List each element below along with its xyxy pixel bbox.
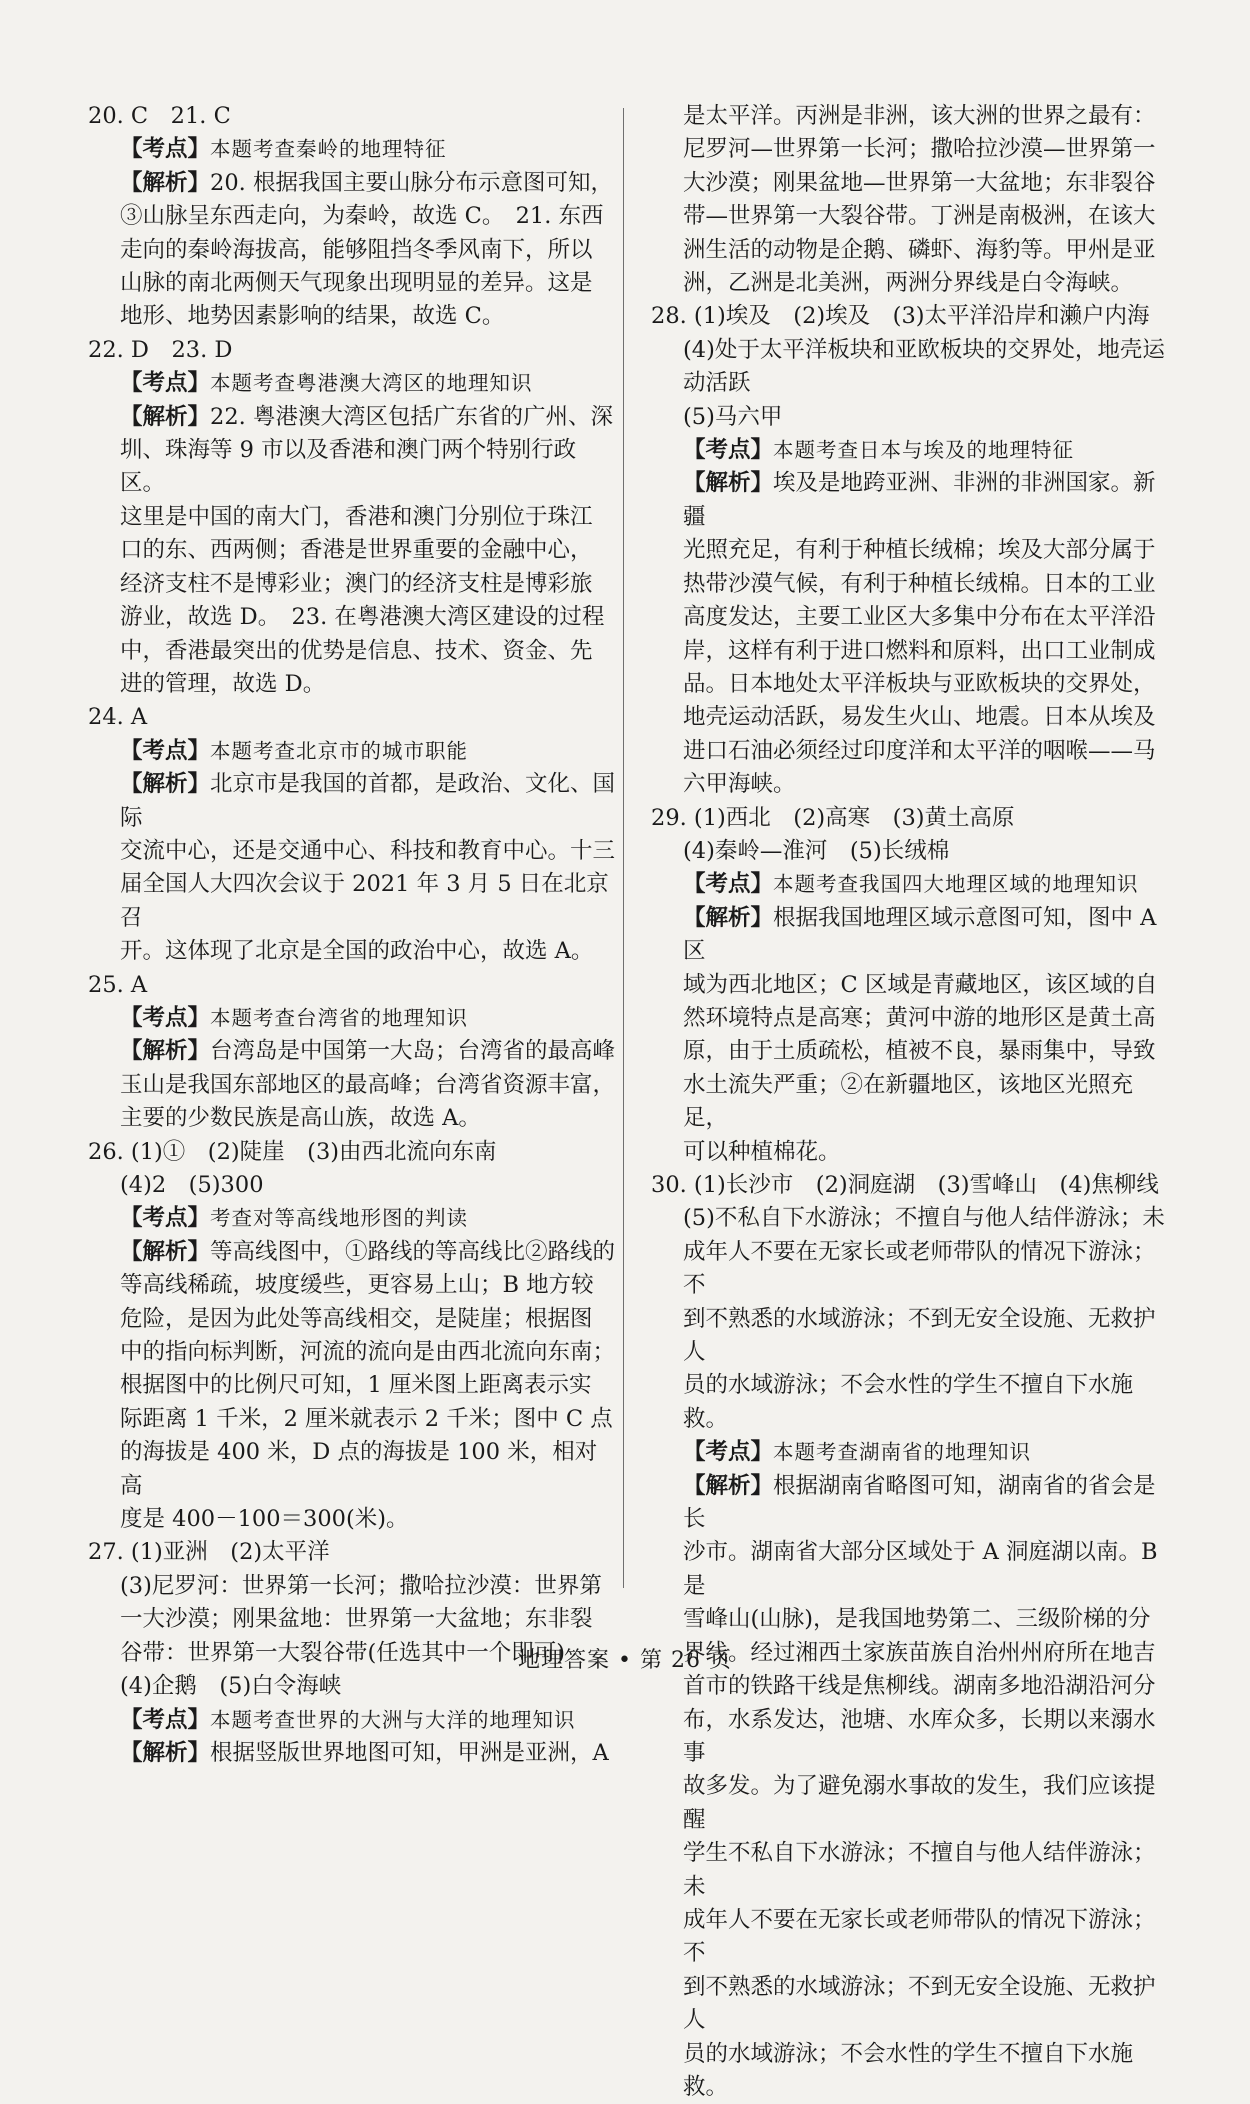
analysis-line	[120, 1503, 616, 1536]
analysis-text: 员的水域游泳；不会水性的学生不擅自下水施救。	[683, 2040, 1134, 2100]
topic-line	[88, 1002, 616, 1035]
analysis-text: 域为西北地区；C 区域是青藏地区，该区域的自	[683, 971, 1158, 998]
analysis-text: 地壳运动活跃，易发生火山、地震。日本从埃及	[683, 704, 1156, 731]
answer-line: 谷带：世界第一大裂谷带(任选其中一个即可)	[120, 1639, 566, 1666]
topic-tag: 【考点】	[683, 437, 774, 464]
analysis-text: 20. 根据我国主要山脉分布示意图可知，	[210, 169, 613, 196]
analysis-tag: 【解析】	[120, 169, 211, 196]
analysis-text: 等高线图中，①路线的等高线比②路线的	[210, 1238, 616, 1265]
analysis-line	[683, 701, 1171, 734]
analysis-text: 主要的少数民族是高山族，故选 A。	[120, 1105, 481, 1132]
analysis-line	[683, 1904, 1171, 1971]
analysis-tag: 【解析】	[120, 771, 211, 798]
answer-line: 到不熟悉的水域游泳；不到无安全设施、无救护人	[683, 1305, 1156, 1366]
topic-tag: 【考点】	[120, 737, 211, 764]
analysis-text: 交流中心，还是交通中心、科技和教育中心。十三	[120, 837, 616, 864]
analysis-text: 届全国人大四次会议于 2021 年 3 月 5 日在北京召	[120, 871, 609, 931]
analysis-text: 水土流失严重；②在新疆地区，该地区光照充足，	[683, 1071, 1134, 1132]
analysis-line	[683, 1670, 1171, 1703]
analysis-text: 中的指向标判断，河流的流向是由西北流向东南；	[120, 1339, 616, 1366]
answer-line: (5)不私自下水游泳；不擅自与他人结伴游泳；未	[683, 1205, 1165, 1232]
topic-text: 本题考查北京市的城市职能	[210, 738, 469, 763]
analysis-line	[683, 1971, 1171, 2038]
page-footer: 地理答案 • 第 26 页	[518, 1648, 732, 1673]
answer-line: 员的水域游泳；不会水性的学生不擅自下水施救。	[683, 1372, 1134, 1432]
topic-tag: 【考点】	[120, 1706, 211, 1733]
topic-line	[651, 1436, 1171, 1469]
analysis-line	[120, 1269, 616, 1302]
analysis-line	[683, 969, 1171, 1002]
analysis-line	[120, 1369, 616, 1402]
topic-text: 本题考查粤港澳大湾区的地理知识	[210, 371, 533, 396]
analysis-line	[683, 1069, 1171, 1136]
answer-line: 大沙漠；刚果盆地—世界第一大盆地；东非裂谷	[683, 169, 1156, 196]
analysis-text: 22. 粤港澳大湾区包括广东省的广州、深	[210, 403, 613, 430]
analysis-tag: 【解析】	[683, 1472, 774, 1499]
analysis-text: 根据竖版世界地图可知，甲洲是亚洲，A	[210, 1739, 609, 1766]
answer-line: (5)马六甲	[683, 403, 783, 430]
answer-line: (4)处于太平洋板块和亚欧板块的交界处，地壳运	[683, 336, 1165, 363]
analysis-tag: 【解析】	[120, 403, 211, 430]
topic-tag: 【考点】	[683, 1439, 774, 1466]
answer-line: (4)2 (5)300	[120, 1172, 264, 1198]
analysis-line	[683, 1470, 1171, 1537]
analysis-line	[120, 835, 616, 868]
topic-text: 本题考查秦岭的地理特征	[210, 137, 447, 162]
analysis-text: 北京市是我国的首都，是政治、文化、国际	[120, 771, 616, 831]
analysis-block	[651, 1470, 1171, 2104]
analysis-text: 台湾岛是中国第一大岛；台湾省的最高峰	[210, 1038, 616, 1065]
analysis-text: 然环境特点是高寒；黄河中游的地形区是黄土高	[683, 1004, 1156, 1031]
analysis-line	[683, 1704, 1171, 1771]
analysis-block	[88, 1737, 616, 1770]
analysis-text: 埃及是地跨亚洲、非洲的非洲国家。新疆	[683, 470, 1156, 530]
topic-text: 本题考查台湾省的地理知识	[210, 1005, 469, 1030]
analysis-text: 成年人不要在无家长或老师带队的情况下游泳；不	[683, 1906, 1156, 1967]
analysis-text: 雪峰山(山脉)，是我国地势第二、三级阶梯的分	[683, 1606, 1151, 1633]
analysis-line	[683, 1136, 1171, 1169]
topic-line	[88, 1704, 616, 1737]
analysis-text: 沙市。湖南省大部分区域处于 A 洞庭湖以南。B 是	[683, 1539, 1158, 1599]
analysis-text: 光照充足，有利于种植长绒棉；埃及大部分属于	[683, 537, 1156, 564]
analysis-text: 中，香港最突出的优势是信息、技术、资金、先	[120, 637, 593, 664]
answer-line: 是太平洋。丙洲是非洲，该大洲的世界之最有：	[683, 103, 1156, 129]
analysis-line	[120, 1336, 616, 1369]
answer-line: 29. (1)西北 (2)高寒 (3)黄土高原	[651, 804, 1015, 831]
analysis-text: 学生不私自下水游泳；不擅自与他人结伴游泳；未	[683, 1840, 1156, 1900]
analysis-text: 开。这体现了北京是全国的政治中心，故选 A。	[120, 938, 594, 965]
answer-line: 尼罗河—世界第一长河；撒哈拉沙漠—世界第一	[683, 136, 1156, 163]
analysis-line	[120, 668, 616, 701]
analysis-line	[120, 1035, 616, 1068]
analysis-text: 到不熟悉的水域游泳；不到无安全设施、无救护人	[683, 1973, 1156, 2034]
analysis-text: 游业，故选 D。 23. 在粤港澳大湾区建设的过程	[120, 604, 605, 631]
analysis-line	[120, 768, 616, 835]
analysis-text: 际距离 1 千米，2 厘米就表示 2 千米；图中 C 点	[120, 1405, 613, 1432]
right-column	[651, 100, 1171, 2104]
answer-line: (4)企鹅 (5)白令海峡	[120, 1673, 342, 1700]
answer-line: 22. D 23. D	[88, 336, 233, 363]
analysis-line	[683, 534, 1171, 567]
analysis-text: 进口石油必须经过印度洋和太平洋的咽喉——马	[683, 737, 1156, 764]
analysis-line	[120, 200, 616, 233]
analysis-tag: 【解析】	[683, 904, 774, 931]
analysis-line	[120, 534, 616, 567]
analysis-line	[683, 768, 1171, 801]
analysis-line	[120, 1102, 616, 1135]
analysis-text: 地形、地势因素影响的结果，故选 C。	[120, 303, 505, 330]
analysis-line	[120, 267, 616, 300]
analysis-text: 界线。经过湘西土家族苗族自治州州府所在地吉	[683, 1639, 1156, 1666]
analysis-line	[120, 1436, 616, 1503]
analysis-text: 可以种植棉花。	[683, 1138, 841, 1165]
topic-tag: 【考点】	[120, 1205, 211, 1232]
analysis-tag: 【解析】	[120, 1739, 211, 1766]
analysis-text: 经济支柱不是博彩业；澳门的经济支柱是博彩旅	[120, 570, 593, 597]
answer-line: 28. (1)埃及 (2)埃及 (3)太平洋沿岸和濑户内海	[651, 303, 1150, 330]
analysis-block	[651, 467, 1171, 801]
analysis-text: 热带沙漠气候，有利于种植长绒棉。日本的工业	[683, 570, 1156, 597]
analysis-line	[120, 1236, 616, 1269]
analysis-tag: 【解析】	[120, 1038, 211, 1065]
answer-line: 26. (1)① (2)陡崖 (3)由西北流向东南	[88, 1138, 497, 1165]
analysis-line	[120, 501, 616, 534]
analysis-line	[683, 467, 1171, 534]
topic-tag: 【考点】	[120, 1004, 211, 1031]
analysis-line	[683, 568, 1171, 601]
answer-line: 洲，乙洲是北美洲，两洲分界线是白令海峡。	[683, 270, 1134, 297]
analysis-line	[683, 601, 1171, 634]
analysis-block	[88, 401, 616, 702]
left-column	[88, 100, 616, 1770]
answer-line: 30. (1)长沙市 (2)洞庭湖 (3)雪峰山 (4)焦柳线	[651, 1172, 1159, 1198]
answer-line: 成年人不要在无家长或老师带队的情况下游泳；不	[683, 1238, 1156, 1299]
analysis-line	[120, 601, 616, 634]
analysis-text: 这里是中国的南大门，香港和澳门分别位于珠江	[120, 503, 593, 530]
analysis-block	[88, 167, 616, 334]
topic-line	[651, 868, 1171, 901]
answer-line: 27. (1)亚洲 (2)太平洋	[88, 1539, 330, 1566]
answer-line: 动活跃	[683, 370, 751, 397]
topic-text: 本题考查世界的大洲与大洋的地理知识	[210, 1707, 576, 1732]
analysis-text: 故多发。为了避免溺水事故的发生，我们应该提醒	[683, 1773, 1156, 1833]
analysis-text: 圳、珠海等 9 市以及香港和澳门两个特别行政区。	[120, 437, 577, 497]
answer-line: 一大沙漠；刚果盆地：世界第一大盆地；东非裂	[120, 1606, 593, 1633]
analysis-text: 根据湖南省略图可知，湖南省的省会是长	[683, 1472, 1156, 1533]
analysis-line	[120, 1403, 616, 1436]
topic-line	[651, 434, 1171, 467]
topic-tag: 【考点】	[120, 136, 211, 163]
analysis-block	[651, 902, 1171, 1169]
analysis-line	[120, 568, 616, 601]
analysis-text: 的海拔是 400 米，D 点的海拔是 100 米，相对高	[120, 1439, 598, 1499]
analysis-text: 品。日本地处太平洋板块与亚欧板块的交界处，	[683, 670, 1156, 697]
topic-text: 本题考查湖南省的地理知识	[773, 1440, 1032, 1465]
analysis-line	[683, 668, 1171, 701]
topic-line	[88, 1202, 616, 1235]
analysis-line	[120, 1303, 616, 1336]
analysis-line	[683, 735, 1171, 768]
analysis-line	[683, 635, 1171, 668]
analysis-text: 进的管理，故选 D。	[120, 670, 326, 697]
answer-line: 带—世界第一大裂谷带。丁洲是南极洲，在该大	[683, 203, 1156, 230]
analysis-line	[120, 635, 616, 668]
analysis-tag: 【解析】	[683, 470, 774, 497]
analysis-text: 根据图中的比例尺可知，1 厘米图上距离表示实	[120, 1372, 592, 1399]
answer-line: (3)尼罗河：世界第一长河；撒哈拉沙漠：世界第	[120, 1572, 602, 1599]
topic-tag: 【考点】	[120, 370, 211, 397]
analysis-text: 等高线稀疏，坡度缓些，更容易上山；B 地方较	[120, 1272, 594, 1299]
topic-line	[88, 133, 616, 166]
analysis-text: 岸，这样有利于进口燃料和原料，出口工业制成	[683, 637, 1156, 664]
analysis-block	[88, 1236, 616, 1537]
analysis-tag: 【解析】	[120, 1238, 211, 1265]
analysis-text: 原，由于土质疏松，植被不良，暴雨集中，导致	[683, 1038, 1156, 1065]
analysis-line	[120, 868, 616, 935]
answer-line: 24. A	[88, 704, 148, 731]
analysis-line	[683, 1770, 1171, 1837]
answer-line: (4)秦岭—淮河 (5)长绒棉	[683, 837, 950, 864]
topic-text: 本题考查日本与埃及的地理特征	[773, 438, 1075, 463]
analysis-line	[683, 1603, 1171, 1636]
analysis-text: 布，水系发达，池塘、水库众多，长期以来溺水事	[683, 1706, 1156, 1766]
analysis-text: 高度发达，主要工业区大多集中分布在太平洋沿	[683, 604, 1156, 631]
analysis-line	[120, 234, 616, 267]
analysis-text: 口的东、西两侧；香港是世界重要的金融中心，	[120, 537, 593, 564]
analysis-text: 山脉的南北两侧天气现象出现明显的差异。这是	[120, 270, 593, 297]
analysis-line	[683, 1837, 1171, 1904]
analysis-text: 走向的秦岭海拔高，能够阻挡冬季风南下，所以	[120, 236, 593, 263]
analysis-text: 玉山是我国东部地区的最高峰；台湾省资源丰富，	[120, 1071, 616, 1098]
analysis-block	[88, 1035, 616, 1135]
analysis-text: ③山脉呈东西走向，为秦岭，故选 C。 21. 东西	[120, 203, 604, 230]
analysis-line	[683, 2038, 1171, 2104]
analysis-text: 度是 400－100＝300(米)。	[120, 1506, 409, 1533]
column-divider	[623, 108, 624, 1588]
topic-tag: 【考点】	[683, 871, 774, 898]
analysis-line	[120, 167, 616, 200]
analysis-line	[120, 1069, 616, 1102]
analysis-line	[120, 401, 616, 434]
analysis-text: 六甲海峡。	[683, 771, 796, 798]
topic-line	[88, 735, 616, 768]
analysis-line	[683, 1536, 1171, 1603]
answer-line: 20. C 21. C	[88, 103, 231, 129]
analysis-line	[683, 1035, 1171, 1068]
analysis-line	[120, 1737, 616, 1770]
analysis-line	[120, 300, 616, 333]
topic-text: 考查对等高线地形图的判读	[210, 1206, 469, 1231]
analysis-text: 危险，是因为此处等高线相交，是陡崖；根据图	[120, 1305, 593, 1332]
answer-line: 洲生活的动物是企鹅、磷虾、海豹等。甲州是亚	[683, 236, 1156, 263]
analysis-text: 首市的铁路干线是焦柳线。湖南多地沿湖沿河分	[683, 1673, 1156, 1700]
answer-line: 25. A	[88, 971, 148, 998]
topic-text: 本题考查我国四大地理区域的地理知识	[773, 872, 1139, 897]
topic-line	[88, 367, 616, 400]
analysis-line	[120, 935, 616, 968]
analysis-line	[120, 434, 616, 501]
analysis-text: 根据我国地理区域示意图可知，图中 A 区	[683, 904, 1157, 965]
analysis-line	[683, 1002, 1171, 1035]
analysis-block	[88, 768, 616, 968]
analysis-line	[683, 902, 1171, 969]
